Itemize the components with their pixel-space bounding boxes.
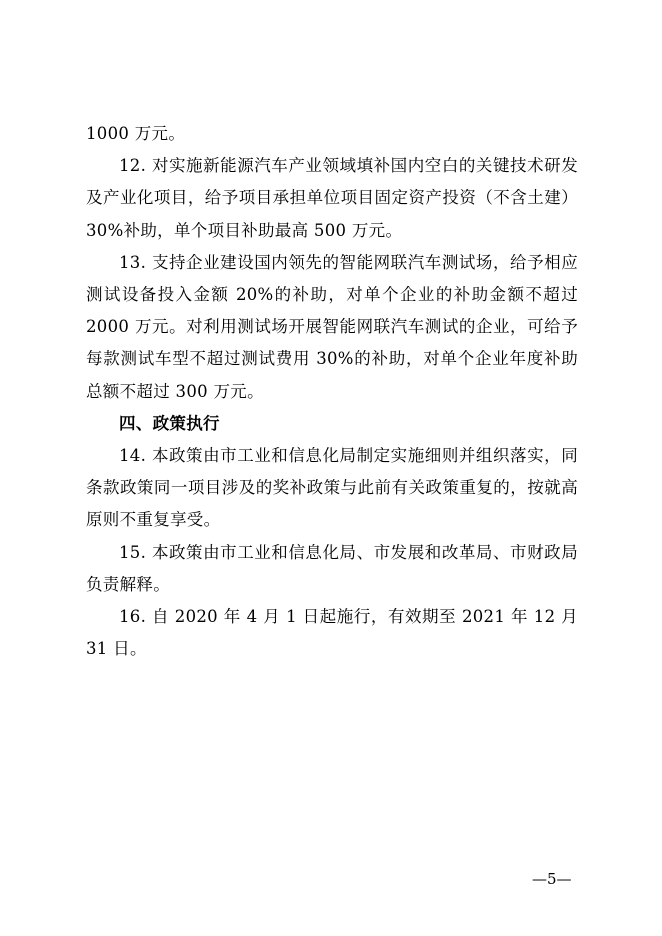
page-number: —5— (532, 870, 572, 888)
paragraph-item-13: 13. 支持企业建设国内领先的智能网联汽车测试场，给予相应测试设备投入金额 20%的补助，对单个企业的补助金额不超过 2000 万元。对利用测试场开展智能网联汽车测试的企业，可给予每款测试车型不超过测试费用 30%的补助，对单个企业年度补助总额不超过 300 万元。 (86, 252, 578, 401)
paragraph-item-16: 16. 自 2020 年 4 月 1 日起施行，有效期至 2021 年 12 月 31 日。 (86, 607, 578, 659)
paragraph-item-15: 15. 本政策由市工业和信息化局、市发展和改革局、市财政局负责解释。 (86, 542, 578, 594)
paragraph-continuation: 1000 万元。 (86, 124, 186, 143)
document-body (86, 118, 578, 665)
paragraph-item-12: 12. 对实施新能源汽车产业领域填补国内空白的关键技术研发及产业化项目，给予项目承担单位项目固定资产投资（不含土建）30%补助，单个项目补助最高 500 万元。 (86, 156, 578, 240)
paragraph-item-14: 14. 本政策由市工业和信息化局制定实施细则并组织落实，同条款政策同一项目涉及的奖补政策与此前有关政策重复的，按就高原则不重复享受。 (86, 446, 578, 530)
section-heading: 四、政策执行 (119, 413, 220, 433)
